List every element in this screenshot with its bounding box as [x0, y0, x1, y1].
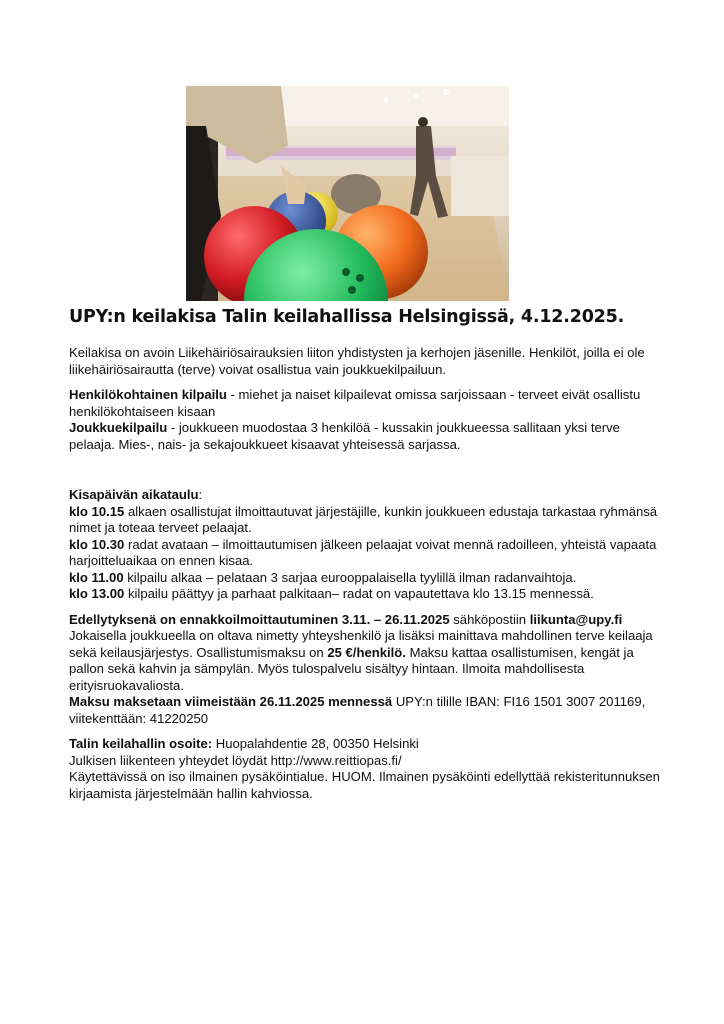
registration-paragraph	[69, 612, 669, 695]
registration-mid: sähköpostiin	[449, 611, 530, 627]
registration-lead: Edellytyksenä on ennakkoilmoittautuminen 3.11. – 26.11.2025	[69, 611, 450, 627]
address-line	[69, 736, 669, 753]
bowling-photo	[186, 86, 509, 301]
document-body	[69, 345, 669, 802]
schedule-heading-text: Kisapäivän aikataulu	[69, 487, 199, 502]
schedule-text: kilpailu alkaa – pelataan 3 sarjaa eurooppalaisella tyylillä ilman radanvaihtoja.	[123, 569, 577, 585]
schedule-time: klo 11.00	[69, 569, 124, 585]
registration-text-2: Maksu kattaa osallistumisen, kengät ja pallon sekä kahvin ja sämpylän. Myös tulospalvelu sisältyy hintaan. Ilmoita mahdollisesta erityisruokavaliosta.	[69, 644, 634, 693]
team-label: Joukkuekilpailu	[69, 420, 168, 435]
address-value: Huopalahdentie 28, 00350 Helsinki	[212, 736, 419, 751]
schedule-item	[69, 586, 669, 603]
schedule-heading	[69, 487, 669, 504]
schedule-time: klo 10.30	[69, 536, 125, 552]
schedule-time: klo 10.15	[69, 503, 125, 519]
registration-text-1: Jokaisella joukkueella on oltava nimetty yhteyshenkilö ja lisäksi mainittava mahdollinen terve keilaaja sekä keilausjärjestys. Osallistumismaksu on	[69, 628, 653, 660]
payment-text: UPY:n tilille IBAN: FI16 1501 3007 201169, viitekenttään: 41220250	[69, 694, 646, 726]
intro-paragraph: Keilakisa on avoin Liikehäiriösairauksien liiton yhdistysten ja kerhojen jäsenille. Henkilöt, joilla ei ole liikehäiriösairautta (terve) voivat osallistua vain joukkuekilpailuun.	[69, 345, 645, 377]
address-label: Talin keilahallin osoite:	[69, 736, 213, 751]
schedule-text: kilpailu päättyy ja parhaat palkitaan– radat on vapautettava klo 13.15 mennessä.	[124, 586, 594, 601]
page-title: UPY:n keilakisa Talin keilahallissa Helsingissä, 4.12.2025.	[69, 307, 625, 327]
individual-competition	[69, 387, 669, 420]
parking-line: Käytettävissä on iso ilmainen pysäköintialue. HUOM. Ilmainen pysäköinti edellyttää rekisteritunnuksen kirjaamista järjestelmään hallin kahviossa.	[69, 769, 660, 801]
individual-text: - miehet ja naiset kilpailevat omissa sarjoissaan - terveet eivät osallistu henkilökohtaiseen kisaan	[69, 387, 641, 419]
schedule-item	[69, 537, 669, 570]
transit-line: Julkisen liikenteen yhteydet löydät http://www.reittiopas.fi/	[69, 752, 402, 768]
team-competition	[69, 420, 669, 453]
payment-lead: Maksu maksetaan viimeistään 26.11.2025 mennessä	[69, 694, 393, 709]
payment-paragraph	[69, 694, 669, 727]
individual-label: Henkilökohtainen kilpailu	[69, 387, 227, 402]
schedule-item	[69, 504, 669, 537]
schedule-item	[69, 570, 669, 587]
registration-email[interactable]: liikunta@upy.fi	[529, 611, 623, 627]
team-text: - joukkueen muodostaa 3 henkilöä - kussakin joukkueessa sallitaan yksi terve pelaaja. Mies-, nais- ja sekajoukkueet kisaavat yhteisessä sarjassa.	[69, 420, 620, 452]
registration-fee: 25 €/henkilö.	[327, 644, 406, 660]
schedule-time: klo 13.00	[69, 586, 125, 601]
schedule-text: alkaen osallistujat ilmoittautuvat järjestäjille, kunkin joukkueen edustaja tarkastaa ryhmänsä nimet ja toteaa terveet pelaajat.	[69, 503, 658, 535]
schedule-text: radat avataan – ilmoittautumisen jälkeen pelaajat voivat mennä radoilleen, yhteistä vapaata harjoitteluaikaa on ennen kisaa.	[69, 536, 657, 568]
schedule-heading-suffix: :	[198, 487, 203, 502]
